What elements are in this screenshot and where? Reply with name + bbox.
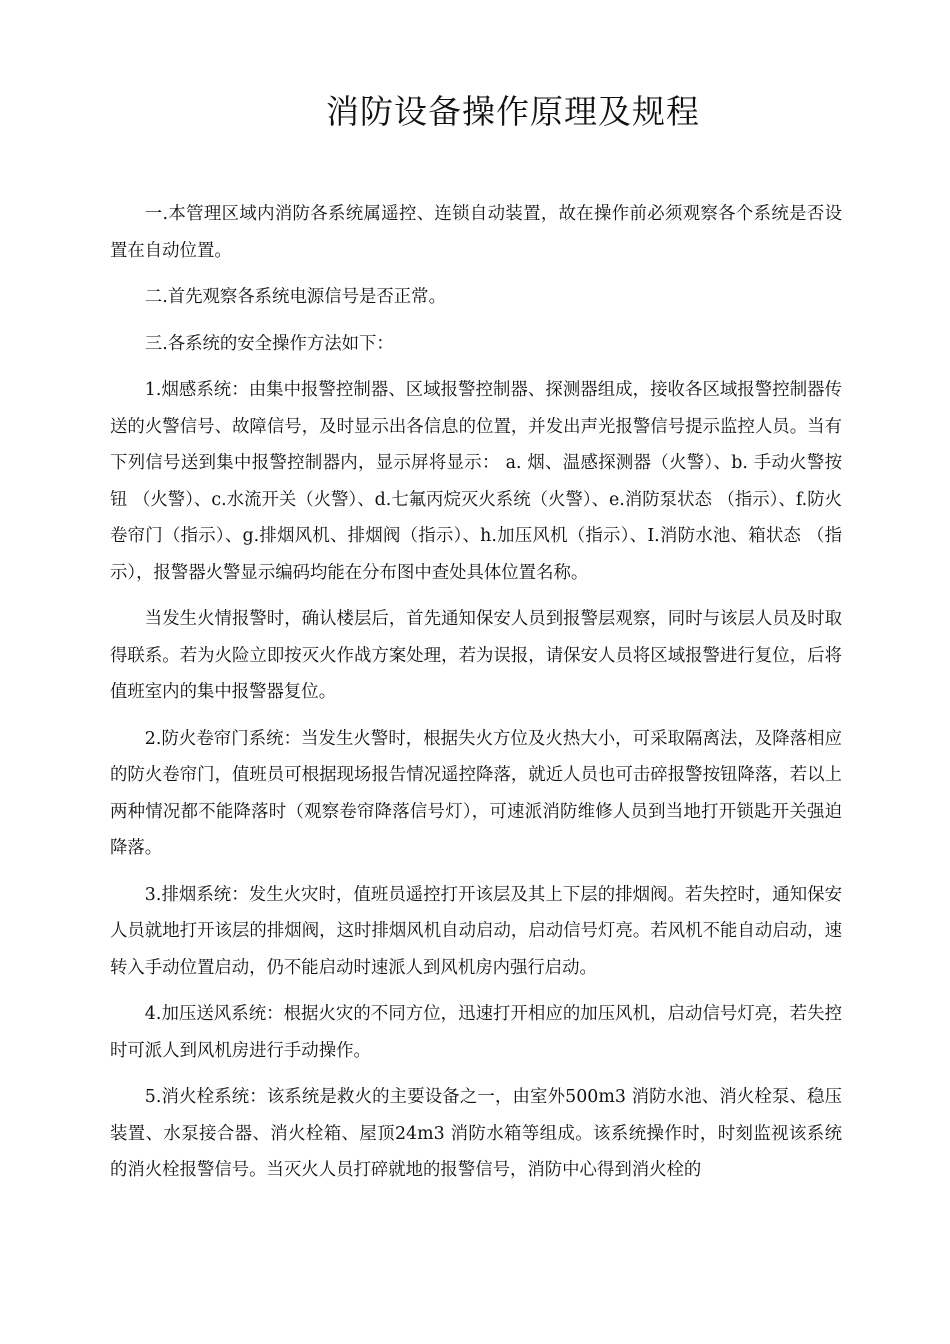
document-body [110,196,842,1199]
paragraph-1: 一.本管理区域内消防各系统属遥控、连锁自动装置，故在操作前必须观察各个系统是否设置在自动位置。 [110,204,842,261]
paragraph-pressurized-air-system: 4.加压送风系统：根据火灾的不同方位，迅速打开相应的加压风机，启动信号灯亮，若失控时可派人到风机房进行手动操作。 [110,1004,842,1061]
paragraph-fire-shutter-system: 2.防火卷帘门系统：当发生火警时，根据失火方位及火热大小，可采取隔离法，及降落相应的防火卷帘门，值班员可根据现场报告情况遥控降落，就近人员也可击碎报警按钮降落，若以上两种情况都不能降落时（观察卷帘降落信号灯），可速派消防维修人员到当地打开锁匙开关强迫降落。 [110,728,842,858]
paragraph-3: 三.各系统的安全操作方法如下： [144,333,394,354]
paragraph-2: 二.首先观察各系统电源信号是否正常。 [144,287,446,307]
paragraph-smoke-exhaust-system: 3.排烟系统：发生火灾时，值班员遥控打开该层及其上下层的排烟阀。若失控时，通知保安人员就地打开该层的排烟阀，这时排烟风机自动启动，启动信号灯亮。若风机不能自动启动，速转入手动位置启动，仍不能启动时速派人到风机房内强行启动。 [110,884,842,978]
paragraph-smoke-system: 1.烟感系统：由集中报警控制器、区域报警控制器、探测器组成，接收各区域报警控制器传送的火警信号、故障信号，及时显示出各信息的位置，并发出声光报警信号提示监控人员。当有下列信号送到集中报警控制器内，显示屏将显示： a. 烟、温感探测器（火警）、b. 手动火警按钮 （火警）、c.水流开关（火警）、d.七氟丙烷灭火系统（火警）、e.消防泵状态 （指示）、f.防火卷帘门（指示）、g.排烟风机、排烟阀（指示）、h.加压风机（指示）、I.消防水池、箱状态 （指示），报警器火警显示编码均能在分布图中查处具体位置名称。 [110,380,842,583]
paragraph-hydrant-system: 5.消火栓系统：该系统是救火的主要设备之一，由室外500m3 消防水池、消火栓泵、稳压装置、水泵接合器、消火栓箱、屋顶24m3 消防水箱等组成。该系统操作时，时刻监视该系统的消火栓报警信号。当灭火人员打碎就地的报警信号，消防中心得到消火栓的 [110,1087,842,1180]
paragraph-fire-alarm-response: 当发生火情报警时，确认楼层后，首先通知保安人员到报警层观察，同时与该层人员及时取得联系。若为火险立即按灭火作战方案处理，若为误报，请保安人员将区域报警进行复位，后将值班室内的集中报警器复位。 [110,609,842,702]
document-title: 消防设备操作原理及规程 [326,92,700,131]
